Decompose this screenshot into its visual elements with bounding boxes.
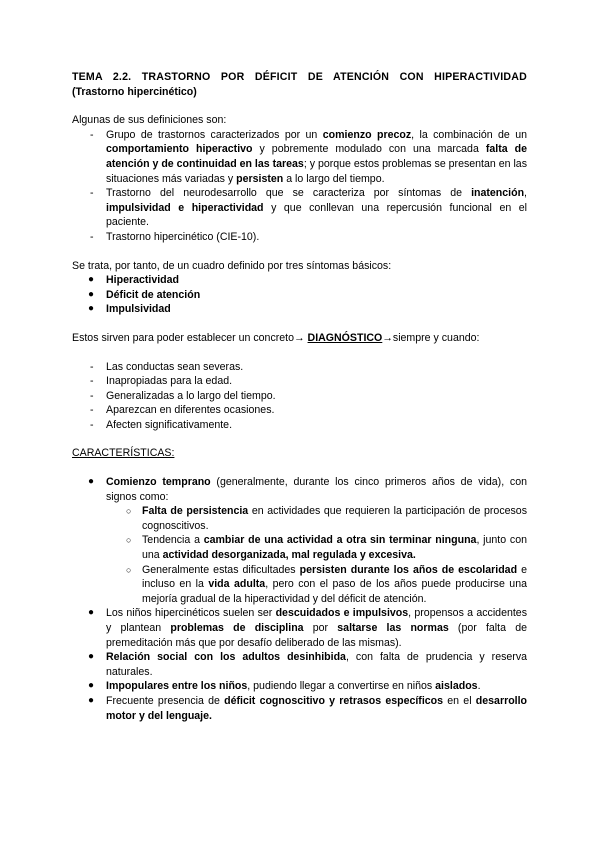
text: , la combinación de un xyxy=(411,128,527,141)
text-bold: impulsividad e hiperactividad xyxy=(106,201,264,214)
text-bold: Comienzo temprano xyxy=(106,476,211,489)
characteristics-list xyxy=(72,475,527,723)
text: Generalmente estas dificultades xyxy=(142,563,300,576)
text: , con falta de prudencia y reserva naturales. xyxy=(106,651,528,678)
text: e incluso en la xyxy=(142,563,527,591)
bullet-dot-icon: ● xyxy=(88,694,95,706)
text: , xyxy=(524,187,527,200)
characteristics-heading-block xyxy=(72,446,527,461)
characteristics-heading: CARACTERÍSTICAS: xyxy=(72,447,175,460)
sub-item xyxy=(106,504,527,533)
characteristic-item xyxy=(72,679,527,694)
bullet-dot-icon: ● xyxy=(88,274,95,286)
text-bold: persisten durante los años de escolaridad xyxy=(299,563,518,576)
symptoms-section xyxy=(72,259,527,317)
bullet-dot-icon: ● xyxy=(88,607,95,619)
definitions-list xyxy=(72,128,527,245)
characteristic-item xyxy=(72,694,527,723)
text-bold: Relación social con los adultos desinhibida xyxy=(106,651,346,664)
text-bold: inatención xyxy=(471,187,525,200)
text: Frecuente presencia de xyxy=(106,694,225,707)
sub-item xyxy=(106,533,527,562)
text: Tendencia a xyxy=(142,534,204,547)
sub-item xyxy=(106,563,527,607)
document-page xyxy=(72,70,527,723)
bullet-dot-icon: ● xyxy=(88,680,95,692)
symptom-item xyxy=(72,273,527,288)
text-bold: saltarse las normas xyxy=(337,622,449,634)
text-bold: persisten xyxy=(236,172,284,185)
bullet-circle-icon: ○ xyxy=(126,506,132,517)
condition-item: - Aparezcan en diferentes ocasiones. xyxy=(72,403,527,418)
condition-item: - Generalizadas a lo largo del tiempo. xyxy=(72,389,527,404)
text: a lo largo del tiempo. xyxy=(283,172,385,185)
text-bold: descuidados e impulsivos xyxy=(275,607,409,620)
text-bold: déficit cognoscitivo y retrasos específicos xyxy=(224,694,444,707)
text-bold: Impopulares entre los niños xyxy=(106,680,248,693)
diagnosis-keyword: DIAGNÓSTICO xyxy=(307,331,383,344)
definitions-section xyxy=(72,113,527,244)
symptom-label: Impulsividad xyxy=(106,303,171,316)
condition-item: - Afecten significativamente. xyxy=(72,418,527,433)
condition-item: - Inapropiadas para la edad. xyxy=(72,374,527,389)
text: en actividades que requieren la participación de procesos cognoscitivos. xyxy=(142,505,527,532)
characteristic-item xyxy=(72,475,527,606)
text: Los niños hipercinéticos suelen ser xyxy=(106,607,276,620)
text: en el xyxy=(443,694,476,707)
text: , pudiendo llegar a convertirse en niños xyxy=(247,680,436,693)
page-subtitle: (Trastorno hipercinético) xyxy=(72,85,197,98)
characteristic-item xyxy=(72,606,527,650)
text-bold: vida adulta xyxy=(208,578,266,591)
text-bold: actividad desorganizada, mal regulada y excesiva. xyxy=(162,549,416,562)
bullet-dot-icon: ● xyxy=(88,476,95,488)
definition-item: - Trastorno hipercinético (CIE-10). xyxy=(72,230,527,245)
symptom-label: Hiperactividad xyxy=(106,274,180,287)
diagnosis-line xyxy=(72,331,527,346)
text: →siempre y cuando: xyxy=(382,331,480,344)
characteristics-section xyxy=(72,475,527,723)
bullet-dot-icon: ● xyxy=(88,288,95,300)
bullet-circle-icon: ○ xyxy=(126,564,132,575)
text: Estos sirven para poder establecer un concreto→ xyxy=(72,331,308,344)
conditions-list xyxy=(72,360,527,433)
symptom-item xyxy=(72,288,527,303)
bullet-dot-icon: ● xyxy=(88,651,95,663)
symptom-label: Déficit de atención xyxy=(106,288,201,301)
text: , pero con el paso de los años puede producirse una mejoría gradual de la hiperactividad y del déficit de atención. xyxy=(142,578,527,605)
text-bold: cambiar de una actividad a otra sin terminar ninguna xyxy=(203,534,477,547)
definition-item xyxy=(72,128,527,186)
symptoms-list xyxy=(72,273,527,317)
text-bold: problemas de disciplina xyxy=(170,622,304,634)
text-bold: falta de atención y de continuidad en las tareas xyxy=(106,143,527,170)
bullet-dot-icon: ● xyxy=(88,303,95,315)
text: Grupo de trastornos caracterizados por un xyxy=(106,128,323,141)
conditions-section xyxy=(72,360,527,433)
text-bold: aislados xyxy=(435,680,478,693)
definition-item xyxy=(72,186,527,230)
text: y pobremente modulado con una marcada xyxy=(252,143,486,156)
text-bold: desarrollo motor y del lenguaje. xyxy=(106,694,528,722)
text-bold: comportamiento hiperactivo xyxy=(106,143,253,156)
diagnosis-section xyxy=(72,331,527,346)
text: ; y porque estos problemas se presentan en las situaciones más variadas y xyxy=(106,157,528,185)
text: . xyxy=(477,680,481,693)
text: por xyxy=(303,622,338,634)
text: (generalmente, durante los cinco primeros años de vida), con signos como: xyxy=(106,476,527,503)
characteristic-item xyxy=(72,650,527,679)
text-bold: Falta de persistencia xyxy=(142,505,249,518)
text: , propensos a accidentes y plantean xyxy=(106,607,527,634)
sub-list xyxy=(106,504,527,606)
symptoms-intro: Se trata, por tanto, de un cuadro definido por tres síntomas básicos: xyxy=(72,259,392,272)
definitions-intro: Algunas de sus definiciones son: xyxy=(72,114,227,127)
text: y que conllevan una repercusión funcional en el paciente. xyxy=(106,201,528,229)
condition-item: - Las conductas sean severas. xyxy=(72,360,527,375)
bullet-circle-icon: ○ xyxy=(126,535,132,546)
text: (por falta de premeditación más que por desafío deliberado de las mismas). xyxy=(106,622,527,649)
page-title: TEMA 2.2. TRASTORNO POR DÉFICIT DE ATENCIÓN CON HIPERACTIVIDAD xyxy=(72,71,527,83)
text: Trastorno del neurodesarrollo que se caracteriza por síntomas de xyxy=(106,187,472,200)
text: , junto con una xyxy=(142,534,527,562)
symptom-item xyxy=(72,302,527,317)
text-bold: comienzo precoz xyxy=(322,128,412,141)
